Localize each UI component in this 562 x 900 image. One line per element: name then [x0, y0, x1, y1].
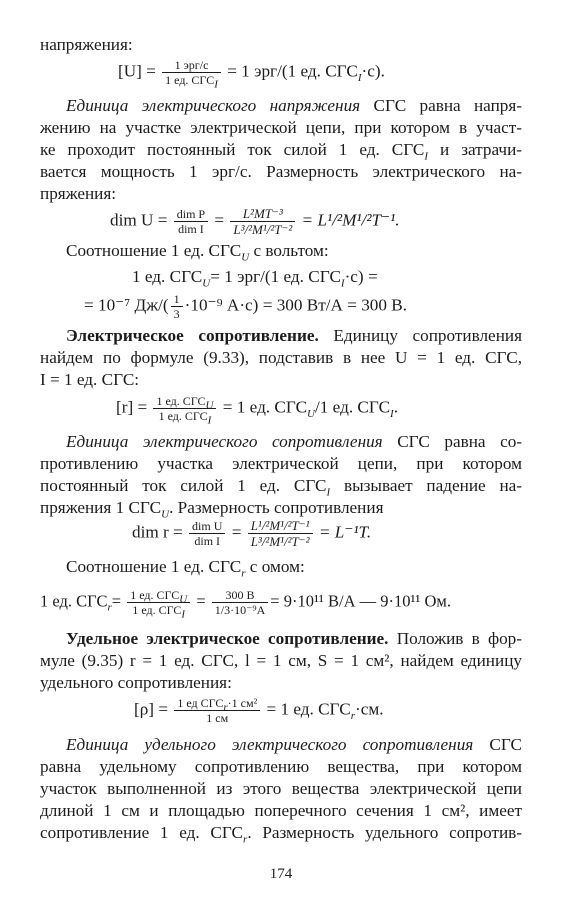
- text-line: напряжения:: [40, 35, 133, 54]
- text-line: пряжения:: [40, 184, 117, 203]
- fraction: $\frac{\text{1 эрг/с}}{1 ед. СГС_I}$: [162, 58, 221, 87]
- formula-relation-volt-2: = 10⁻⁷ Дж/( $\frac{1}{3}$ ·10⁻⁹ А·с) = 300 Вт/А = 300 В.: [84, 292, 408, 321]
- formula-unit-voltage: [U] = $\frac{\text{1 эрг/с}}{1 ед. СГС_I}$ = 1 эрг/(1 ед. $СГС_I\cdot с$).: [118, 58, 385, 91]
- formula-dim-voltage: dim U = $\frac{\text{dim P}}{\text{dim I}}$ = $\frac{\text{L²MT⁻³}}{\text{L³/²M¹/²T⁻²}}$ = L¹/²M¹/²T⁻¹.: [110, 206, 400, 237]
- text-line: пряжения 1 $СГС_U$. Размерность сопротивления: [40, 498, 384, 521]
- text-line: участок выполненной из этого вещества электрической цепи: [40, 779, 522, 798]
- text-line: противлению участка электрической цепи, при котором: [40, 454, 522, 473]
- text-line: Электрическое сопротивление. Единицу сопротивления: [66, 326, 522, 345]
- formula-text: [U] =: [118, 61, 156, 81]
- text-line: Единица удельного электрического сопротивления СГС: [66, 735, 522, 754]
- text-line: сопротивление 1 ед. $СГС_r$. Размерность удельного сопротив-: [40, 823, 523, 846]
- formula-unit-resistivity: [ρ] = $\frac{1 ед СГС_r\cdot 1 см^2}{1 см}$ = 1 ед. $СГС_r\cdot см$.: [134, 696, 384, 725]
- formula-unit-resistance: [r] = $\frac{1 ед. СГС_U}{1 ед. СГС_I}$ = 1 ед. $СГС_U/1$ ед. $СГС_I$.: [116, 394, 399, 427]
- text-line: найдем по формуле (9.33), подставив в нее U = 1 ед. СГС,: [40, 348, 522, 367]
- formula-relation-volt: 1 ед. $СГС_U= 1$ эрг/(1 ед. $СГС_I\cdot с$) =: [132, 267, 378, 290]
- text-line: Единица электрического сопротивления СГС равна со-: [66, 432, 523, 451]
- text-line: постоянный ток силой 1 ед. $СГС_I$ вызывает падение на-: [40, 476, 523, 499]
- text-line: длиной 1 см и площадью поперечного сечения 1 см², имеет: [40, 801, 522, 820]
- text-line: удельного сопротивления:: [40, 673, 232, 692]
- formula-dim-resistance: dim r = $\frac{\text{dim U}}{\text{dim I}}$ = $\frac{\text{L¹/²M¹/²T⁻¹}}{\text{L³/²M¹/²T⁻²}}$ = L⁻¹T.: [132, 518, 372, 549]
- text-line: Единица электрического напряжения СГС равна напря-: [66, 96, 523, 115]
- text-line: Соотношение 1 ед. $СГС_r$ с омом:: [66, 557, 305, 580]
- formula-relation-ohm: 1 ед. $СГС_r=$ $\frac{1 ед. СГС_U}{1 ед. СГС_I}$ = $\frac{300 В}{\text{1/3·10⁻⁹А}}$ = 9·10¹¹ В/А — 9·10¹¹ Ом.: [40, 588, 451, 621]
- text-line: I = 1 ед. СГС:: [40, 370, 140, 389]
- text-line: Соотношение 1 ед. $СГС_U$ с вольтом:: [66, 241, 329, 264]
- text-line: вается мощность 1 эрг/с. Размерность электрического на-: [40, 162, 522, 181]
- page-number: 174: [269, 866, 293, 882]
- text-line: муле (9.35) r = 1 ед. СГС, l = 1 см, S = 1 см², найдем единицу: [40, 651, 522, 670]
- text-line: жению на участке электрической цепи, при котором в участ-: [40, 118, 522, 137]
- text-line: равна удельному сопротивлению вещества, при котором: [40, 757, 522, 776]
- text-line: Удельное электрическое сопротивление. Положив в фор-: [66, 629, 523, 648]
- text-line: ке проходит постоянный ток силой 1 ед. $СГС_I$ и затрачи-: [40, 140, 522, 163]
